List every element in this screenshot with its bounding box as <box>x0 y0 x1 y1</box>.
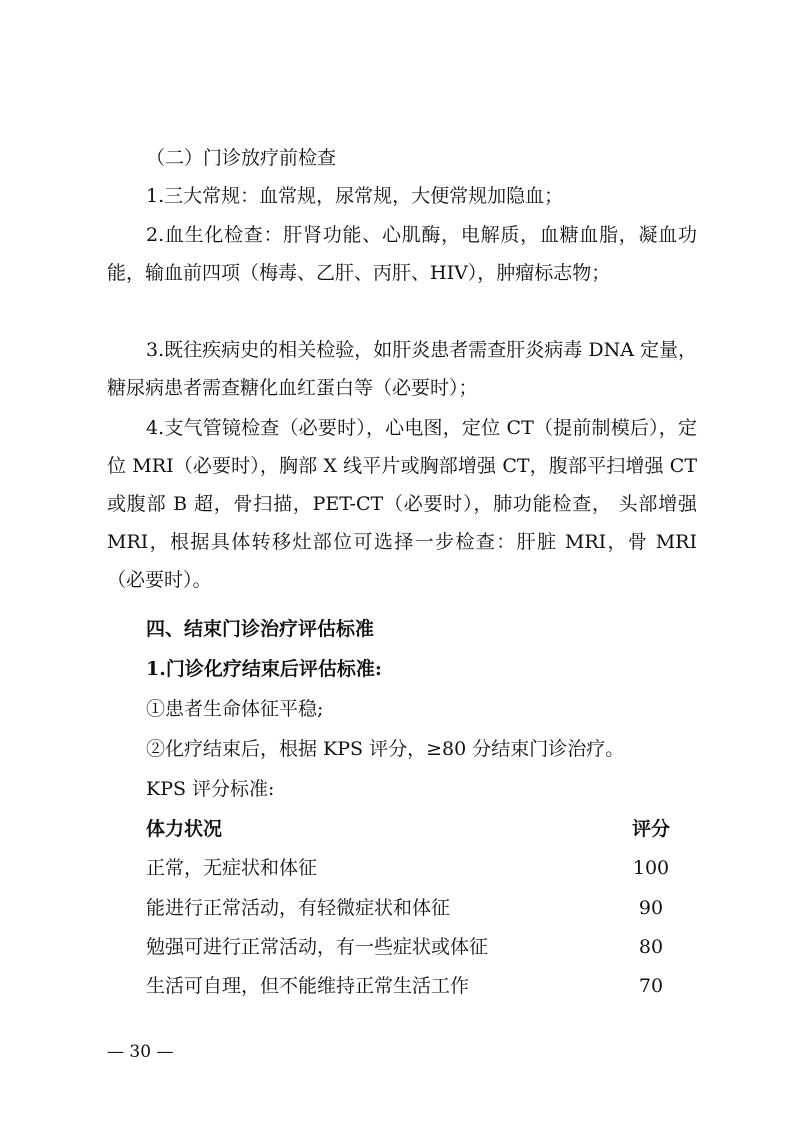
kps-row-score: 80 <box>638 936 664 958</box>
kps-row-condition: 勉强可进行正常活动，有一些症状或体征 <box>146 936 489 958</box>
kps-row-condition: 能进行正常活动，有轻微症状和体征 <box>146 897 451 919</box>
kps-row-score: 70 <box>638 975 664 997</box>
outpatient-heading: （二）门诊放疗前检查 <box>146 147 337 169</box>
criterion-kps-score: ②化疗结束后，根据 KPS 评分，≥80 分结束门诊治疗。 <box>146 738 625 760</box>
kps-row-condition: 正常，无症状和体征 <box>146 857 318 879</box>
chemo-evaluation-subheading: 1.门诊化疗结束后评估标准: <box>146 658 382 680</box>
list-item-medical-history: 3.既往疾病史的相关检验，如肝炎患者需查肝炎病毒 DNA 定量，糖尿病患者需查糖化血红蛋白等（必要时）； <box>107 339 697 399</box>
kps-standard-title: KPS 评分标准: <box>146 778 275 800</box>
criterion-vital-signs: ①患者生命体征平稳; <box>146 698 324 720</box>
list-item-biochemistry: 2.血生化检查：肝肾功能、心肌酶，电解质，血糖血脂，凝血功能，输血前四项（梅毒、乙肝、丙肝、HIV），肿瘤标志物； <box>107 224 697 284</box>
page-number: — 30 — <box>107 1042 174 1062</box>
kps-header-score: 评分 <box>631 818 670 840</box>
list-item-routine-tests: 1.三大常规：血常规，尿常规，大便常规加隐血； <box>146 185 564 207</box>
section-four-heading: 四、结束门诊治疗评估标准 <box>146 618 375 640</box>
list-item-imaging: 4.支气管镜检查（必要时），心电图，定位 CT（提前制模后），定位 MRI（必要时），胸部 X 线平片或胸部增强 CT，腹部平扫增强 CT 或腹部 B 超，骨扫描，PET-CT（必要时），肺功能检查， 头部增强 MRI，根据具体转移灶部位可选择一步检查：肝脏 MRI，骨 MRI（必要时）。 <box>107 417 697 591</box>
kps-row-condition: 生活可自理，但不能维持正常生活工作 <box>146 975 470 997</box>
kps-header-condition: 体力状况 <box>146 818 223 840</box>
kps-row-score: 100 <box>632 857 670 879</box>
kps-row-score: 90 <box>638 897 664 919</box>
